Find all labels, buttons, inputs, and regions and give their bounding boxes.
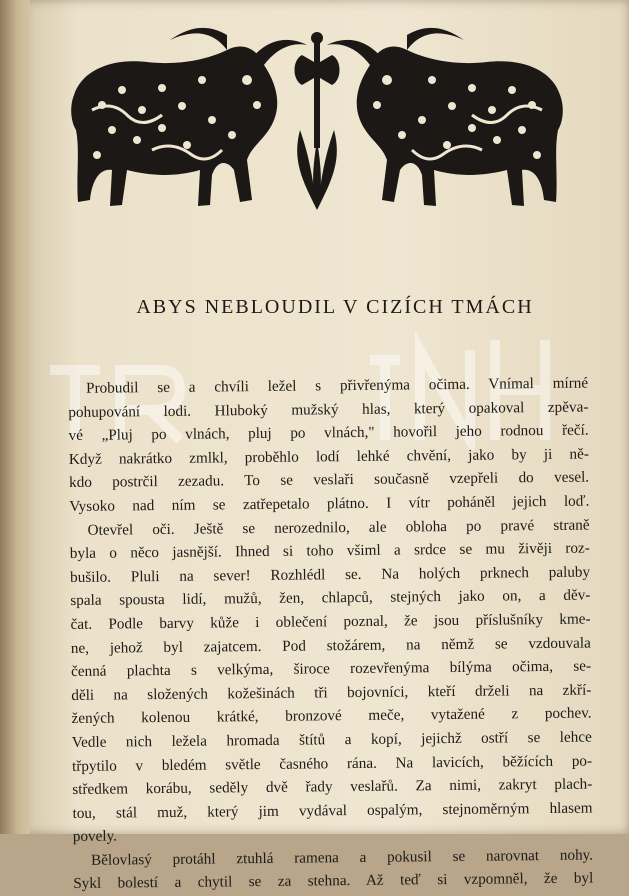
text-line: spala spousta lidí, mužů, žen, chlapců, stejných jako on, a děv- — [70, 586, 591, 610]
text-line: bušilo. Pluli na sever! Rozhlédl se. Na holých prknech paluby — [70, 563, 591, 586]
text-line: žených kolenou krátké, bronzové meče, vytažené z pochev. — [71, 704, 592, 728]
text-line: pohupování lodi. Hluboký mužský hlas, který opakoval zpěva- — [68, 398, 589, 421]
text-line: vé „Pluj po vlnách, pluj po vlnách," hovořil jeho rodnou řečí. — [68, 421, 589, 445]
text-line: čat. Podle barvy kůže i oblečení poznal, že jsou příslušníky kme- — [70, 610, 591, 633]
text-line: Vysoko nad ním se zatřepetalo plátno. I vítr poháněl jejich loď. — [69, 492, 590, 515]
chapter-title: ABYS NEBLOUDIL V CIZÍCH TMÁCH — [136, 296, 534, 318]
text-line: Když nakrátko zmlkl, proběhlo lodí lehké chvění, jako by ji ně- — [68, 445, 589, 468]
text-line: Otevřel oči. Ještě se nerozednilo, ale obloha po pravé straně — [87, 516, 590, 539]
text-line: Probudil se a chvíli ležel s přivřenýma očima. Vnímal mírné — [86, 374, 589, 397]
chapter-body — [68, 372, 593, 896]
text-line: Vedle nich ležela hromada štítů a kopí, jejichž ostří se lehce — [71, 728, 592, 751]
book-page — [30, 0, 629, 893]
text-line: třpytilo v bledém světle časného rána. Na lavicích, běžících po- — [71, 752, 593, 775]
text-line: ne, jehož byl zajatcem. Pod stožárem, na němž se vzdouvala — [70, 634, 591, 657]
text-line: čenná plachta s velkýma, široce rozevřenýma bílýma očima, se- — [70, 657, 592, 681]
text-line: děli na složených kožešinách tři bojovníci, kteří drželi na zkří- — [71, 681, 592, 704]
text-line: kdo postrčil zezadu. To se veslaři současně vzepřeli do vesel. — [69, 468, 590, 492]
woodcut-two-bulls-with-axe-icon — [52, 10, 582, 225]
text-line: byla o něco jasnější. Ihned si toho všiml a srdce se mu živěji roz- — [69, 539, 590, 563]
text-line: středkem korábu, seděly dvě řady veslařů. Za nimi, zakryt plach- — [72, 775, 593, 799]
text-line: Sykl bolestí a chytil se za stehna. Až teď si vzpomněl, že byl — [73, 869, 594, 893]
text-line: tou, stál muž, který jim vydával ospalým, stejnoměrným hlasem — [72, 799, 593, 822]
text-line: Bělovlasý protáhl ztuhlá ramena a pokusil se narovnat nohy. — [90, 846, 594, 869]
text-line: povely. — [72, 827, 118, 846]
